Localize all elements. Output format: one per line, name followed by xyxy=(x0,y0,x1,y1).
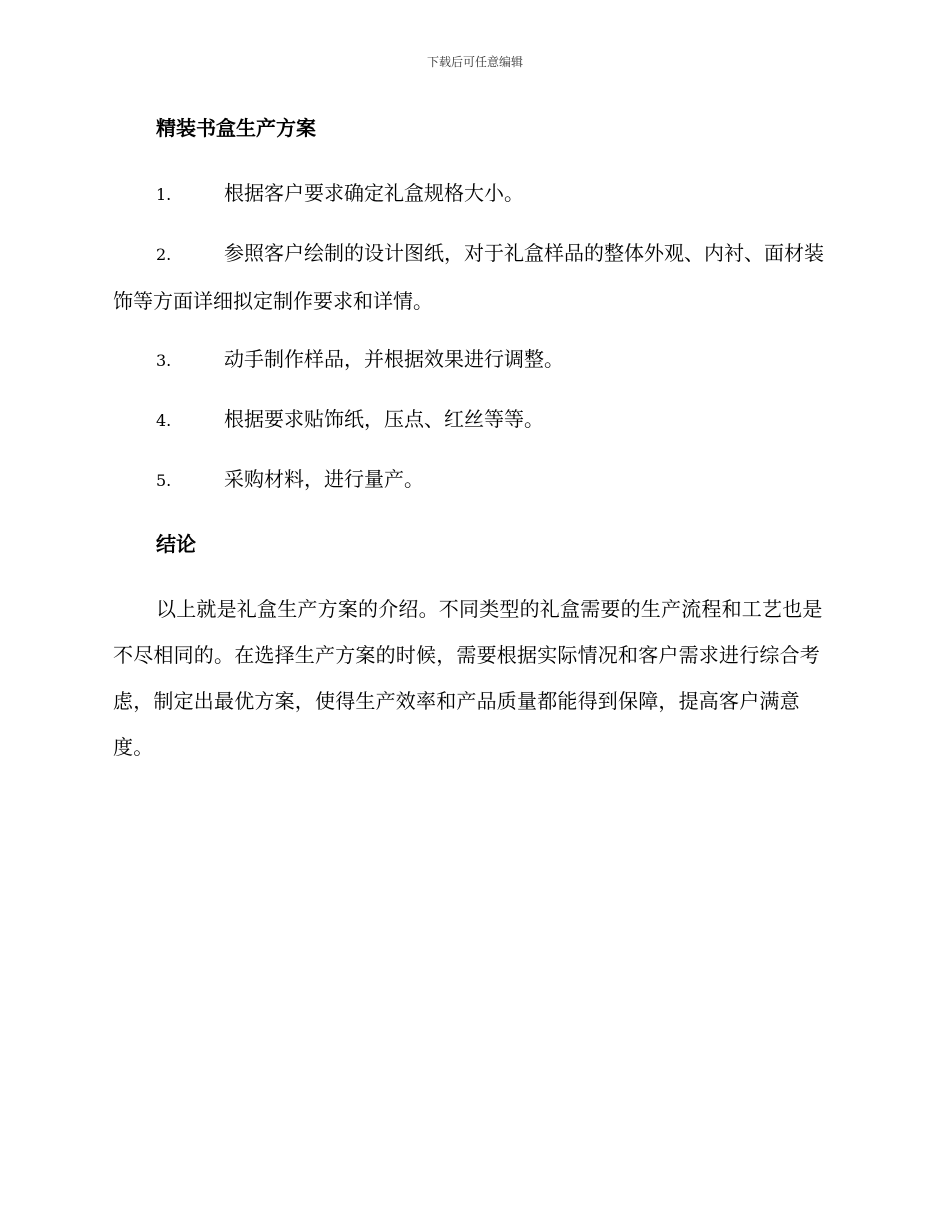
step-number: 1. xyxy=(156,185,172,204)
step-text: 根据客户要求确定礼盒规格大小。 xyxy=(224,181,524,205)
steps-list xyxy=(113,170,833,504)
step-number: 2. xyxy=(156,245,172,264)
section-title: 精装书盒生产方案 xyxy=(156,116,316,140)
step-text: 根据要求贴饰纸，压点、红丝等等。 xyxy=(224,407,544,431)
step-text: 参照客户绘制的设计图纸，对于礼盒样品的整体外观、内衬、面材装饰等方面详细拟定制作要求和详情。 xyxy=(113,241,824,313)
list-item xyxy=(113,170,833,218)
list-item xyxy=(113,396,833,444)
step-number: 3. xyxy=(156,351,172,370)
document-body xyxy=(113,112,833,770)
conclusion-paragraph: 以上就是礼盒生产方案的介绍。不同类型的礼盒需要的生产流程和工艺也是不尽相同的。在选择生产方案的时候，需要根据实际情况和客户需求进行综合考虑，制定出最优方案，使得生产效率和产品质量都能得到保障，提高客户满意度。 xyxy=(113,597,823,759)
conclusion-heading: 结论 xyxy=(156,532,196,556)
step-number: 4. xyxy=(156,411,172,430)
step-text: 采购材料，进行量产。 xyxy=(224,467,424,491)
step-text: 动手制作样品，并根据效果进行调整。 xyxy=(224,347,564,371)
list-item xyxy=(113,336,833,384)
list-item xyxy=(113,456,833,504)
step-number: 5. xyxy=(156,471,172,490)
header-note: 下载后可任意编辑 xyxy=(426,55,523,69)
list-item xyxy=(113,230,833,324)
